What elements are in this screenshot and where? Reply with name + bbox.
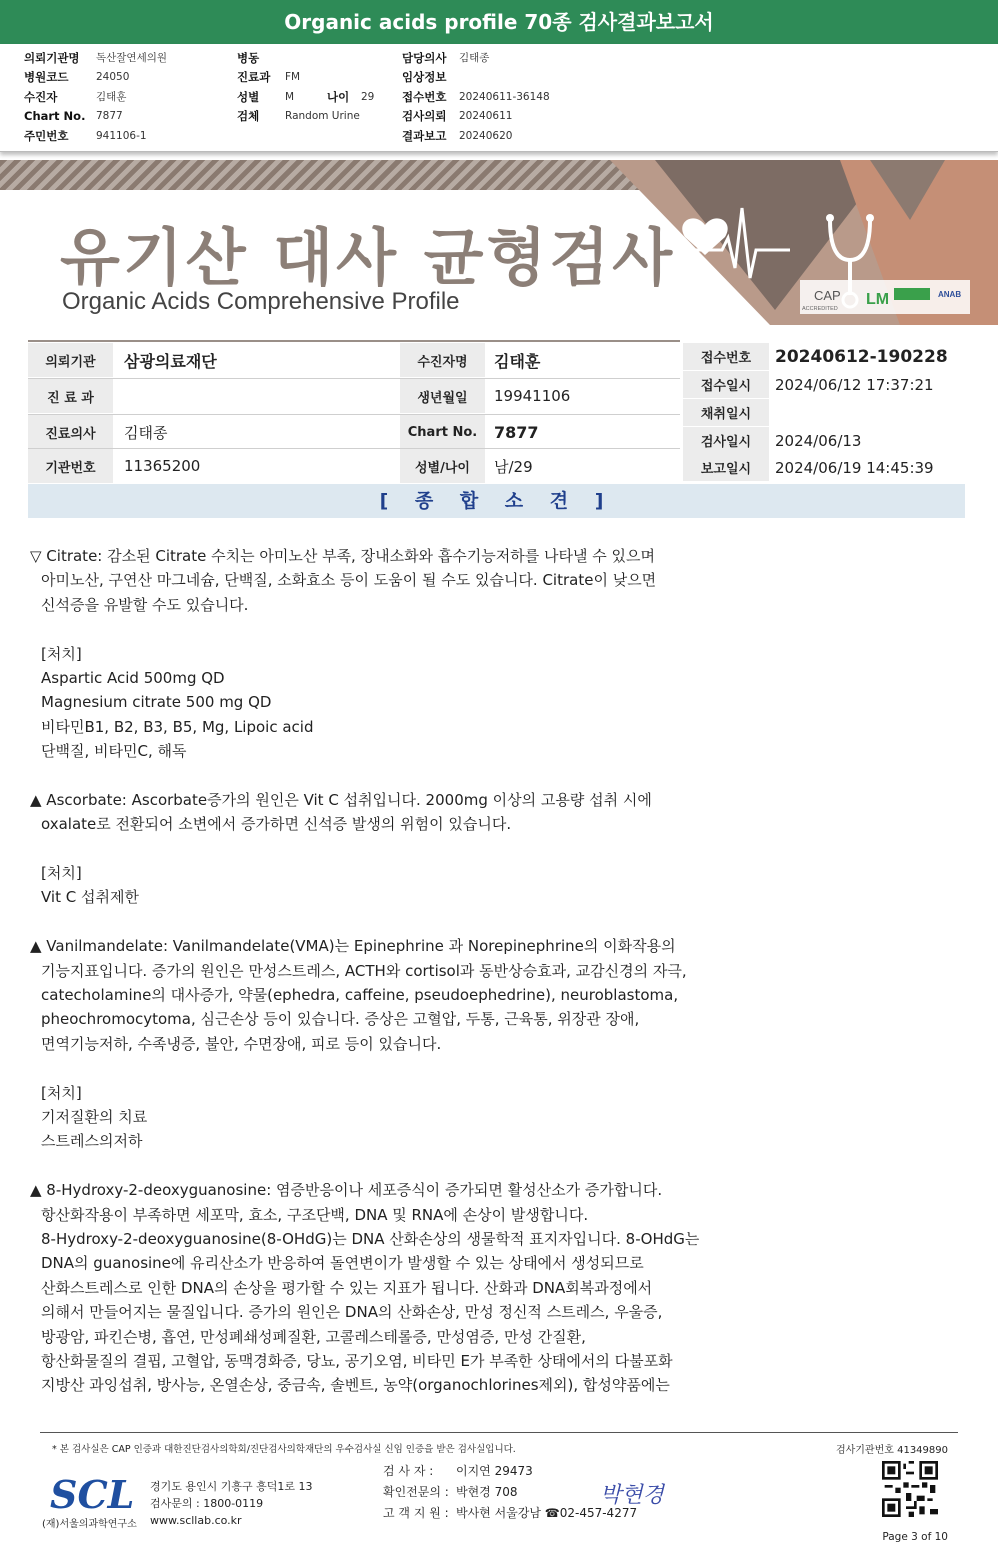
finding-text-line: Vit C 섭취제한 [41,888,139,907]
blank-line [30,764,750,788]
patient-row [28,379,678,413]
anab-logo: ANAB [938,290,962,299]
finding-heading-line: ▽ Citrate: 감소된 Citrate 수치는 아미노산 부족, 장내소화와 흡수기능저하를 나타낼 수 있으며 [30,547,655,565]
blank-line [30,617,750,641]
info-label: 의뢰기관명 [24,50,80,65]
blank-line [30,837,750,861]
receipt-row [683,427,965,454]
qr-code-icon [882,1461,938,1517]
info-label: 수진자 [24,89,58,104]
finding-text-line: 단백질, 비타민C, 해독 [41,742,187,761]
info-label: 주민번호 [24,128,69,143]
scl-logo: SCL [50,1472,135,1517]
banner-title-korean: 유기산 대사 균형검사 [60,221,676,294]
page-number: Page 3 of 10 [882,1531,948,1543]
finding-text-line: [처치] [41,864,82,883]
staff-value: 이지연 29473 [456,1464,533,1478]
info-value: 7877 [96,110,123,123]
receipt-value: 2024/06/13 [775,431,862,450]
finding-text-line: 지방산 과잉섭취, 방사능, 온열손상, 중금속, 솔벤트, 농약(organochlorines제외), 합성약품에는 [41,1376,670,1395]
footer-rule [40,1432,958,1433]
info-value: 독산잘연세의원 [96,52,168,65]
order-info-col2 [237,48,374,126]
info-value: 김태훈 [96,91,127,104]
patient-info-table [28,340,965,480]
staff-label: 고 객 지 원 : [383,1506,449,1520]
patient-label: 성별/나이 [400,449,485,483]
lab-website-link[interactable]: www.scllab.co.kr [150,1514,242,1527]
receipt-label: 접수번호 [683,343,769,370]
info-value: 941106-1 [96,129,147,142]
staff-block [383,1461,637,1524]
patient-value: 11365200 [124,457,201,475]
receipt-label: 보고일시 [683,454,769,481]
info-label: 접수번호 [402,89,447,104]
receipt-label: 검사일시 [683,427,769,454]
info-value: FM [285,71,301,84]
finding-text-line: 신석증을 유발할 수도 있습니다. [41,595,249,614]
info-label: 병동 [237,50,260,65]
finding-text-line: catecholamine의 대사증가, 약물(ephedra, caffeine, pseudoephedrine), neuroblastoma, [41,986,679,1005]
finding-text-line: oxalate로 전환되어 소변에서 증가하면 신석증 발생의 위험이 있습니다. [41,815,512,834]
patient-label: Chart No. [400,415,485,449]
patient-row [28,343,678,377]
finding-text-line: 기저질환의 치료 [41,1107,148,1126]
patient-row [28,449,678,483]
receipt-row [683,371,965,398]
finding-text-line: 8-Hydroxy-2-deoxyguanosine(8-OHdG)는 DNA 산화손상의 생물학적 표지자입니다. 8-OHdG는 [41,1229,700,1248]
patient-value: 남/29 [494,457,533,476]
patient-label: 진료의사 [28,415,113,449]
accreditation-note: * 본 검사실은 CAP 인증과 대한진단검사의학회/진단검사의학재단의 우수검사실 신임 인증을 받은 검사실입니다. [52,1444,516,1455]
lab-address: 경기도 용인시 기흥구 흥덕1로 13 [150,1480,313,1493]
patient-label: 의뢰기관 [28,343,113,377]
staff-value: 박사현 서울강남 ☎02-457-4277 [456,1506,638,1520]
report-title: Organic acids profile 70종 검사결과보고서 [0,0,998,44]
patient-label: 진 료 과 [28,379,113,413]
finding-text-line: 산화스트레스로 인한 DNA의 손상을 평가할 수 있는 지표가 됩니다. 산화과 DNA회복과정에서 [41,1278,653,1297]
patient-value: 7877 [494,422,539,442]
info-label: 성별 [237,89,260,104]
stethoscope-earpiece [866,214,874,222]
info-label: Chart No. [24,109,86,124]
patient-row [28,415,678,449]
cap-logo-sub: ACCREDITED [802,306,838,312]
order-info-panel [0,44,998,152]
finding-text-line: pheochromocytoma, 심근손상 등이 있습니다. 증상은 고혈압, 두통, 근육통, 위장관 장애, [41,1010,640,1029]
patient-value [116,379,124,413]
age-value: 29 [361,90,375,103]
finding-text-line: 항산화작용이 부족하면 세포막, 효소, 구조단백, DNA 및 RNA에 손상이 발생합니다. [41,1205,589,1224]
info-value: 20240620 [459,129,513,142]
receipt-row [683,343,965,370]
info-label: 병원코드 [24,70,69,85]
staff-value: 박현경 708 [456,1485,518,1499]
blank-line [30,1056,750,1080]
finding-text-line: Magnesium citrate 500 mg QD [41,693,272,712]
finding-text-line: [처치] [41,644,82,663]
finding-heading-line: ▲ 8-Hydroxy-2-deoxyguanosine: 염증반응이나 세포증식이 증가되면 활성산소가 증가합니다. [30,1181,663,1200]
report-banner [0,160,998,325]
patient-value: 19941106 [494,387,571,405]
finding-text-line: [처치] [41,1083,82,1102]
info-value: 20240611 [459,110,513,123]
info-label: 검체 [237,109,260,124]
table-top-rule [28,340,680,342]
order-info-col3 [402,48,550,146]
finding-heading-line: ▲ Vanilmandelate: Vanilmandelate(VMA)는 Epinephrine 과 Norepinephrine의 이화작용의 [30,937,676,956]
info-label: 결과보고 [402,128,447,143]
cap-logo: CAP [814,288,841,303]
patient-value: 김태종 [124,423,168,442]
summary-section-title: [ 종 합 소 견 ] [28,484,965,518]
finding-heading-line: ▲ Ascorbate: Ascorbate증가의 원인은 Vit C 섭취입니다. 2000mg 이상의 고용량 섭취 시에 [30,790,652,809]
patient-value: 삼광의료재단 [124,351,217,371]
blank-line [30,910,750,934]
finding-text-line: 방광암, 파킨슨병, 흡연, 만성폐쇄성폐질환, 고콜레스테롤증, 만성염증, 만성 간질환, [41,1327,586,1346]
info-value: Random Urine [285,110,360,123]
patient-value: 김태훈 [494,351,541,371]
finding-text-line: 스트레스의저하 [41,1132,143,1151]
blank-line [30,1154,750,1178]
info-label: 검사의뢰 [402,109,447,124]
patient-label: 기관번호 [28,449,113,483]
finding-text-line: Aspartic Acid 500mg QD [41,668,225,687]
finding-text-line: 면역기능저하, 수족냉증, 불안, 수면장애, 피로 등이 있습니다. [41,1034,442,1053]
finding-text-line: 비타민B1, B2, B3, B5, Mg, Lipoic acid [41,717,314,736]
stethoscope-earpiece [826,214,834,222]
lab-contact: 검사문의 : 1800-0119 [150,1497,264,1510]
clinical-comments [30,544,750,1398]
physician-signature: 박현경 [600,1483,664,1508]
receipt-value: 2024/06/12 17:37:21 [775,375,934,394]
order-info-col1 [24,48,167,146]
receipt-value: 2024/06/19 14:45:39 [775,458,934,477]
info-label: 진료과 [237,70,271,85]
kola-logo-icon [894,288,930,300]
receipt-label: 접수일시 [683,371,769,398]
age-label: 나이 [327,89,350,104]
staff-label: 확인전문의 : [383,1485,449,1499]
info-label: 담당의사 [402,50,447,65]
lm-logo: LM [866,291,890,308]
receipt-row [683,399,965,426]
banner-title-english: Organic Acids Comprehensive Profile [62,288,460,315]
staff-label: 검 사 자 : [383,1464,434,1478]
info-value: 24050 [96,71,130,84]
finding-text-line: 의해서 만들어지는 물질입니다. 증가의 원인은 DNA의 산화손상, 만성 정신적 스트레스, 우울증, [41,1303,663,1322]
finding-text-line: DNA의 guanosine에 유리산소가 반응하여 돌연변이가 발생할 수 있는 상태에서 생성되므로 [41,1254,644,1273]
info-value: 20240611-36148 [459,90,550,103]
receipt-label: 채취일시 [683,399,769,426]
finding-text-line: 아미노산, 구연산 마그네슘, 단백질, 소화효소 등이 도움이 될 수도 있습니다. Citrate이 낮으면 [41,571,657,590]
finding-text-line: 항산화물질의 결핍, 고혈압, 동맥경화증, 당뇨, 공기오염, 비타민 E가 부족한 상태에서의 다불포화 [41,1351,673,1370]
lab-address-block [150,1478,313,1529]
institution-number: 검사기관번호 41349890 [835,1445,948,1456]
receipt-row [683,454,965,481]
info-label: 임상정보 [402,70,447,85]
scl-logo-subtitle: (재)서울의과학연구소 [42,1519,137,1530]
patient-label: 수진자명 [400,343,485,377]
info-value: M [285,90,295,103]
patient-label: 생년월일 [400,379,485,413]
receipt-value: 20240612-190228 [775,346,948,367]
finding-text-line: 기능지표입니다. 증가의 원인은 만성스트레스, ACTH와 cortisol과 동반상승효과, 교감신경의 자극, [41,961,687,980]
info-value: 김태종 [459,52,490,65]
